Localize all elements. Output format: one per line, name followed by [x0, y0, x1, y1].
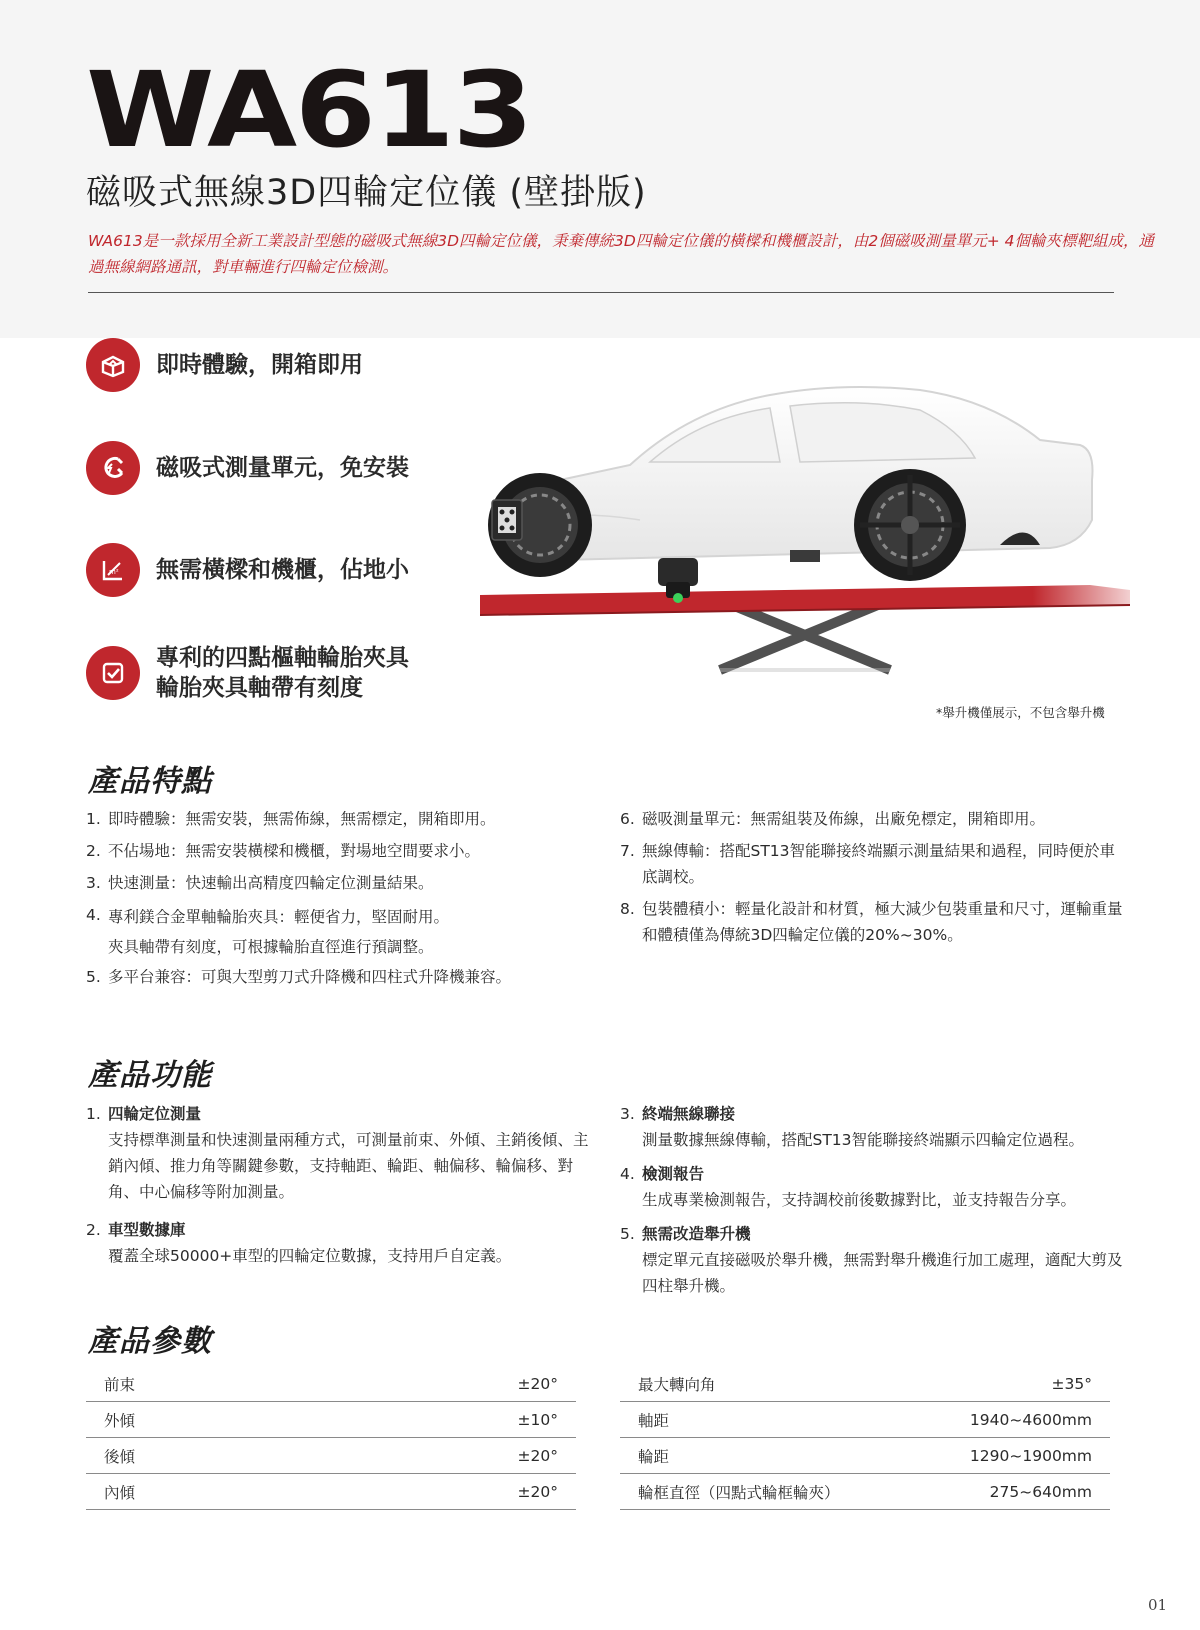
list-item: 3. 終端無線聯接 測量數據無線傳輸，搭配ST13智能聯接終端顯示四輪定位過程。 [620, 1105, 1085, 1149]
functions-right-list [620, 1101, 1130, 1311]
parameters-left-table [86, 1366, 576, 1510]
highlight-label: 磁吸式測量單元，免安裝 [156, 455, 409, 481]
highlight-label: 無需橫樑和機櫃，佔地小 [156, 557, 409, 583]
divider [88, 292, 1114, 293]
highlight-item [86, 441, 409, 495]
table-row: 後傾 ±20° [86, 1438, 576, 1474]
page-number: 01 [1148, 1596, 1168, 1614]
intro-paragraph: WA613是一款採用全新工業設計型態的磁吸式無線3D四輪定位儀，秉棄傳統3D四輪定位儀的橫樑和機櫃設計，由2個磁吸測量單元+ 4個輪夾標靶組成，通過無線網路通訊，對車輛進行四輪定位檢測。 [88, 232, 1154, 276]
list-item: 4. 檢測報告 生成專業檢測報告，支持調校前後數據對比，並支持報告分享。 [620, 1165, 1077, 1209]
product-image [480, 370, 1170, 690]
list-item: 7. 無線傳輸：搭配ST13智能聯接終端顯示測量結果和過程，同時便於車底調校。 [620, 842, 1116, 886]
list-item: 8. 包裝體積小：輕量化設計和材質，極大減少包裝重量和尺寸，運輸重量和體積僅為傳統3D四輪定位儀的20%~30%。 [620, 900, 1123, 944]
magnet-icon [86, 441, 140, 495]
highlight-item [86, 543, 409, 597]
table-row: 外傾 ±10° [86, 1402, 576, 1438]
list-item: 1. 四輪定位測量 支持標準測量和快速測量兩種方式，可測量前束、外傾、主銷後傾、主銷內傾、推力角等關鍵參數，支持軸距、輪距、軸偏移、輪偏移、對角、中心偏移等附加測量。 [86, 1105, 589, 1201]
list-item: 2. 車型數據庫 覆蓋全球50000+車型的四輪定位數據，支持用戶自定義。 [86, 1221, 512, 1265]
highlight-label: 即時體驗，開箱即用 [156, 352, 363, 378]
section-title-functions: 產品功能 [88, 1058, 212, 1093]
table-row: 軸距 1940~4600mm [620, 1402, 1110, 1438]
section-title-features: 產品特點 [88, 764, 212, 799]
list-item: 6. 磁吸測量單元：無需組裝及佈線，出廠免標定，開箱即用。 [620, 810, 1046, 828]
list-item: 4. 專利鎂合金單軸輪胎夾具：輕便省力，堅固耐用。 夾具軸帶有刻度，可根據輪胎直徑進行預調整。 [86, 906, 450, 956]
features-left-list [86, 806, 606, 996]
section-title-parameters: 產品參數 [88, 1324, 212, 1359]
highlight-item [86, 338, 363, 392]
highlight-label: 專利的四點樞軸輪胎夾具 輪胎夾具軸帶有刻度 [156, 645, 409, 701]
list-item: 1. 即時體驗：無需安裝，無需佈線，無需標定，開箱即用。 [86, 810, 496, 828]
list-item: 3. 快速測量：快速輸出高精度四輪定位測量結果。 [86, 874, 434, 892]
list-item: 5. 無需改造舉升機 標定單元直接磁吸於舉升機，無需對舉升機進行加工處理，適配大剪及四柱舉升機。 [620, 1225, 1123, 1295]
functions-left-list [86, 1101, 596, 1281]
table-row: 前束 ±20° [86, 1366, 576, 1402]
box-open-icon [86, 338, 140, 392]
parameters-right-table [620, 1366, 1110, 1510]
table-row: 最大轉向角 ±35° [620, 1366, 1110, 1402]
list-item: 2. 不佔場地：無需安裝橫樑和機櫃，對場地空間要求小。 [86, 842, 481, 860]
features-right-list [620, 806, 1130, 954]
product-subtitle: 磁吸式無線3D四輪定位儀 (壁掛版) [86, 173, 647, 213]
list-item: 5. 多平台兼容：可與大型剪刀式升降機和四柱式升降機兼容。 [86, 968, 512, 986]
floor-area-icon [86, 543, 140, 597]
highlight-item [86, 643, 409, 703]
svg-text:m²: m² [109, 568, 119, 576]
checkbox-icon [86, 646, 140, 700]
table-row: 輪距 1290~1900mm [620, 1438, 1110, 1474]
model-title: WA613 [86, 49, 532, 171]
table-row: 輪框直徑（四點式輪框輪夾） 275~640mm [620, 1474, 1110, 1510]
table-row: 內傾 ±20° [86, 1474, 576, 1510]
image-caption: *舉升機僅展示，不包含舉升機 [936, 705, 1105, 720]
